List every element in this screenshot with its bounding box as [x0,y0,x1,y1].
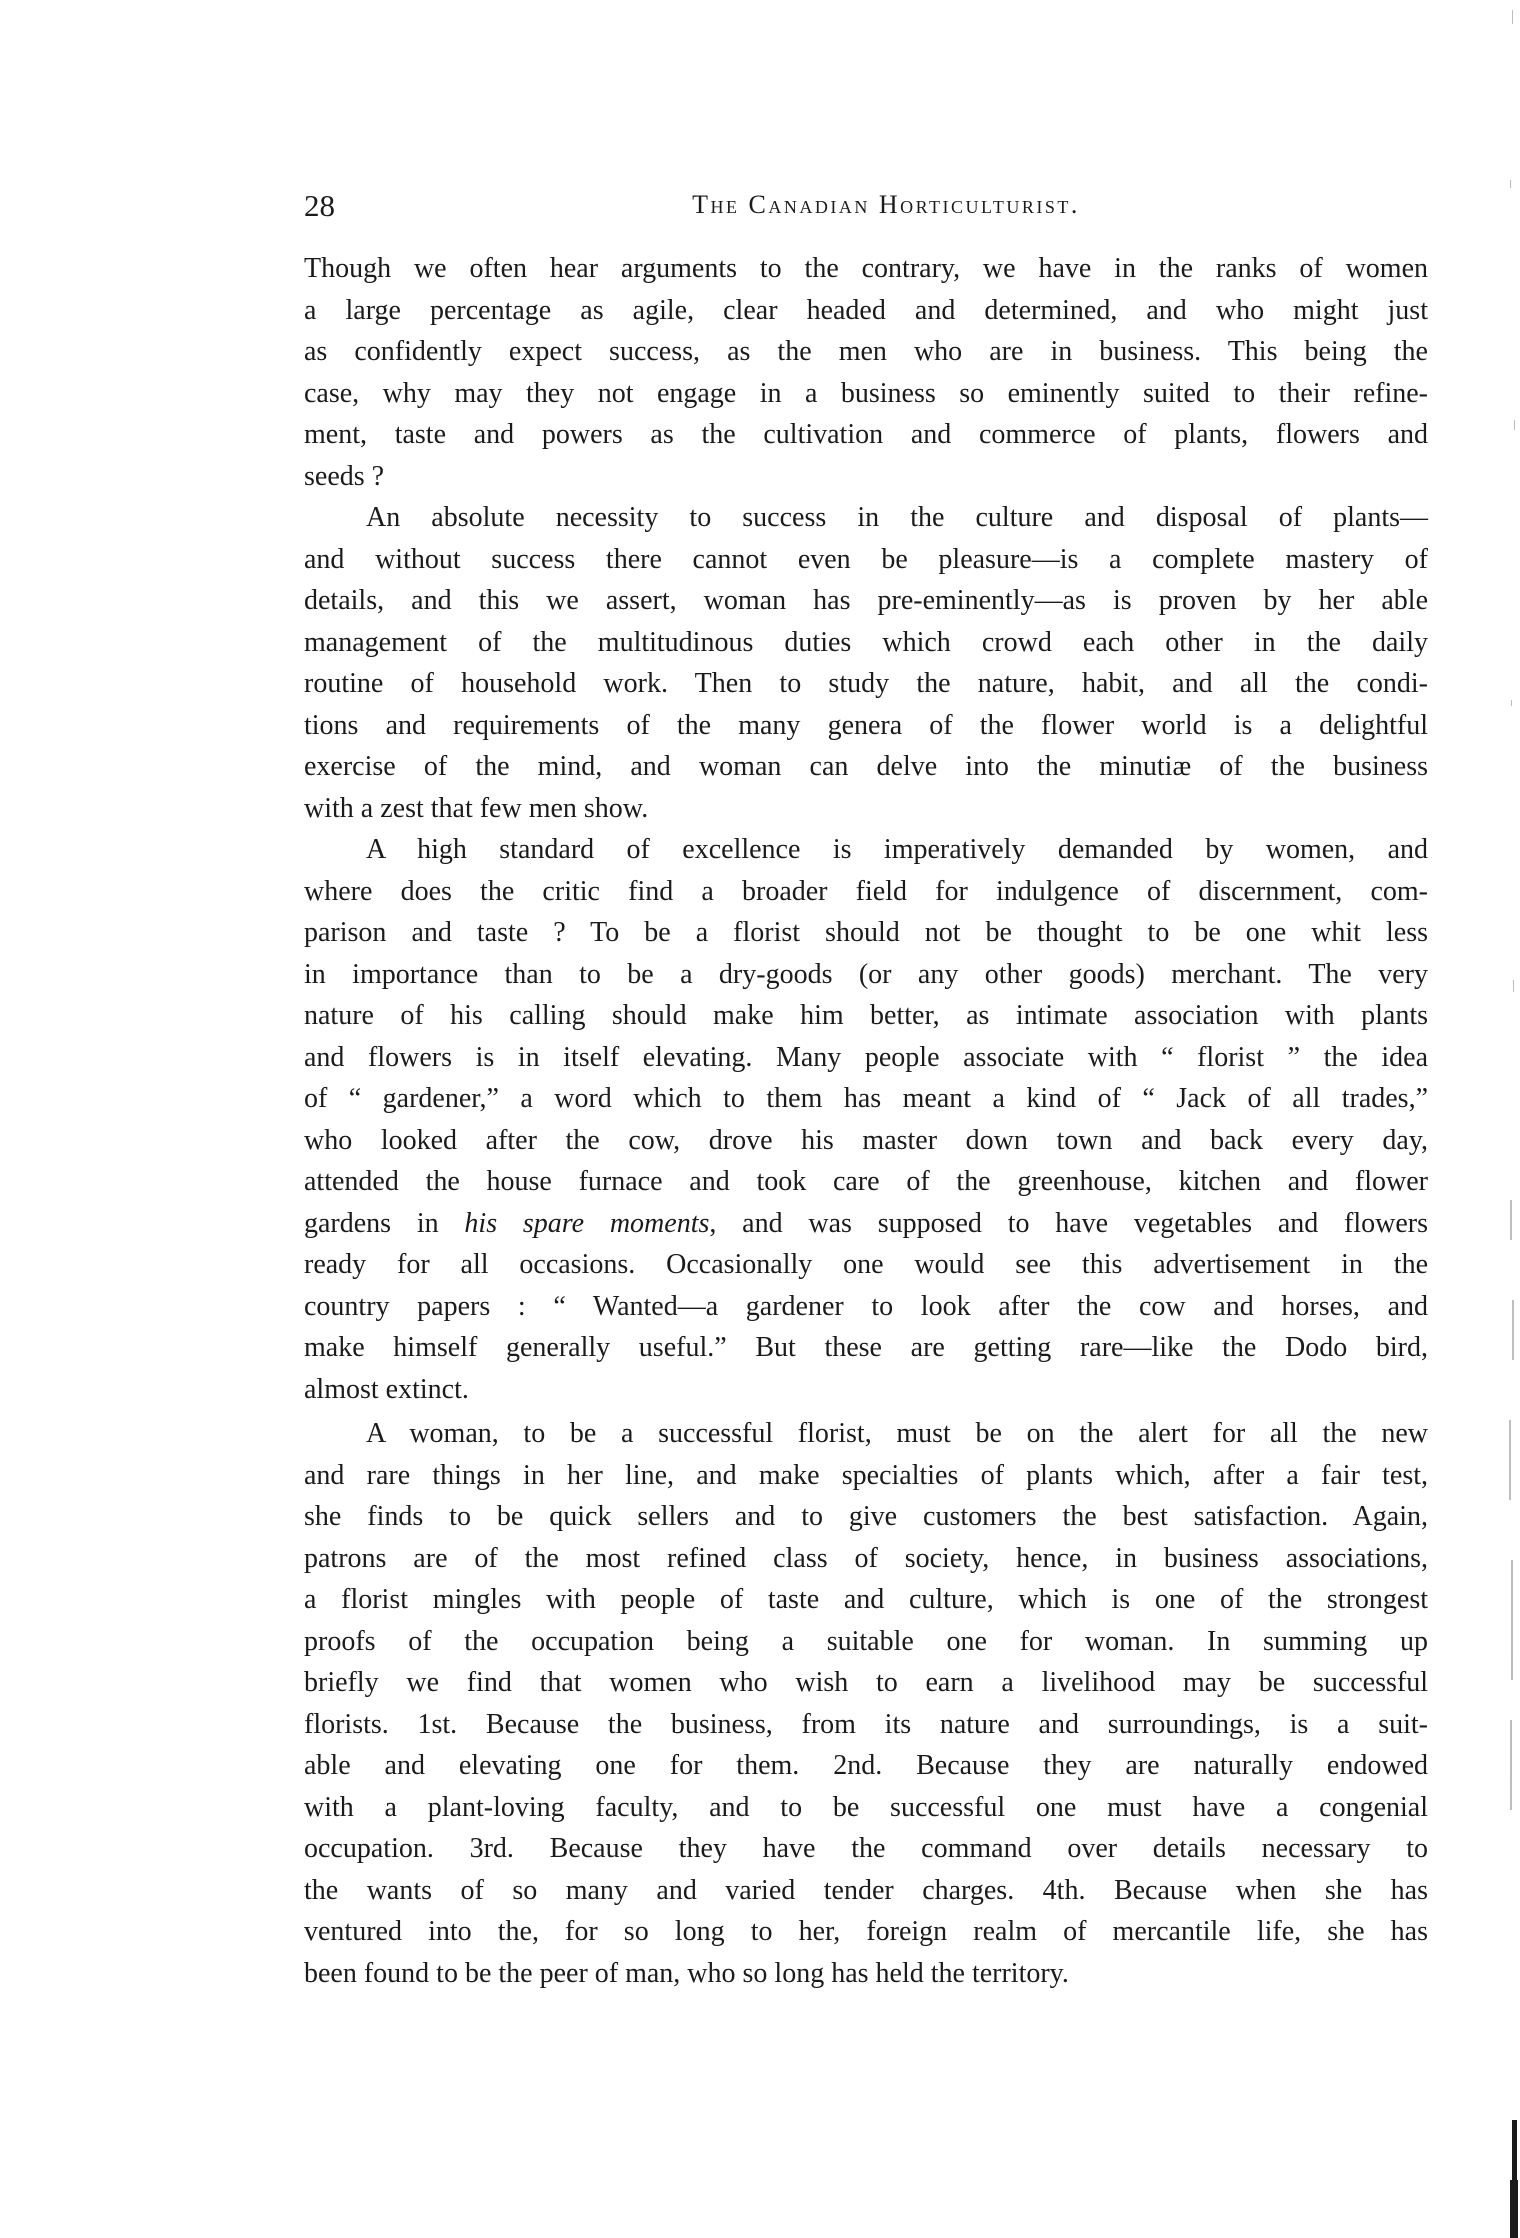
text-line: exercise of the mind, and woman can delve into the minutiæ of the business [304,751,1428,782]
text-line: with a zest that few men show. [304,792,649,824]
text-line: where does the critic find a broader field for indulgence of discernment, com- [304,875,1428,907]
text-line-with-italic [304,1203,1428,1245]
text-line: routine of household work. Then to study the nature, habit, and all the condi- [304,668,1428,699]
text-line: as confidently expect success, as the men who are in business. This being the [304,336,1428,367]
text-line: a florist mingles with people of taste and culture, which is one of the strongest [304,1584,1428,1615]
text-fragment: gardens in [304,1207,465,1239]
text-line: of “ gardener,” a word which to them has meant a kind of “ Jack of all trades,” [304,1083,1428,1114]
text-line: she finds to be quick sellers and to give customers the best satisfaction. Again, [304,1501,1428,1532]
text-line: A woman, to be a successful florist, must be on the alert for all the new [366,1418,1428,1449]
text-line: country papers : “ Wanted—a gardener to look after the cow and horses, and [304,1290,1428,1322]
text-line: and flowers is in itself elevating. Many people associate with “ florist ” the idea [304,1041,1428,1073]
text-fragment: , and was supposed to have vegetables and flowers [709,1207,1429,1239]
text-line: with a plant-loving faculty, and to be successful one must have a congenial [304,1791,1428,1823]
text-line: Though we often hear arguments to the contrary, we have in the ranks of women [304,253,1428,284]
text-line: the wants of so many and varied tender charges. 4th. Because when she has [304,1874,1428,1906]
paragraph-3 [304,829,1428,1410]
text-line: attended the house furnace and took care of the greenhouse, kitchen and flower [304,1166,1428,1197]
paragraph-2 [304,497,1428,829]
text-line: patrons are of the most refined class of society, hence, in business associations, [304,1542,1428,1574]
text-line: An absolute necessity to success in the culture and disposal of plants— [366,502,1428,533]
text-line: proofs of the occupation being a suitable one for woman. In summing up [304,1625,1428,1657]
text-line: briefly we find that women who wish to earn a livelihood may be successful [304,1667,1428,1698]
text-line: a large percentage as agile, clear headed and determined, and who might just [304,294,1428,326]
running-title: The Canadian Horticulturist. [692,190,1080,219]
text-line: ment, taste and powers as the cultivation and commerce of plants, flowers and [304,419,1428,450]
text-line: who looked after the cow, drove his master down town and back every day, [304,1124,1428,1156]
page-number: 28 [304,188,335,223]
italic-phrase: his spare moments [464,1207,710,1239]
page-header [304,188,1428,228]
text-line: case, why may they not engage in a business so eminently suited to their refine- [304,377,1428,409]
text-line: and rare things in her line, and make specialties of plants which, after a fair test, [304,1459,1428,1491]
text-line: able and elevating one for them. 2nd. Because they are naturally endowed [304,1750,1428,1781]
scan-edge-artifact [1500,0,1520,2238]
text-line: ready for all occasions. Occasionally one would see this advertisement in the [304,1249,1428,1280]
article-body [304,248,1428,1994]
text-line: and without success there cannot even be pleasure—is a complete mastery of [304,543,1428,575]
paragraph-4 [304,1413,1428,1994]
text-line: almost extinct. [304,1373,469,1405]
text-line: make himself generally useful.” But these are getting rare—like the Dodo bird, [304,1332,1428,1363]
text-line: management of the multitudinous duties which crowd each other in the daily [304,626,1428,658]
text-line: ventured into the, for so long to her, foreign realm of mercantile life, she has [304,1916,1428,1947]
text-line: florists. 1st. Because the business, from its nature and surroundings, is a suit- [304,1708,1428,1740]
text-line: seeds ? [304,460,385,492]
text-line: in importance than to be a dry-goods (or any other goods) merchant. The very [304,958,1428,990]
text-line: tions and requirements of the many genera of the flower world is a delightful [304,709,1428,741]
text-line: details, and this we assert, woman has pre-eminently—as is proven by her able [304,585,1428,616]
text-line: A high standard of excellence is imperatively demanded by women, and [366,834,1428,865]
text-line: occupation. 3rd. Because they have the command over details necessary to [304,1833,1428,1864]
text-line: nature of his calling should make him better, as intimate association with plants [304,1000,1428,1031]
paragraph-1 [304,248,1428,497]
text-line: parison and taste ? To be a florist should not be thought to be one whit less [304,917,1428,948]
text-line: been found to be the peer of man, who so long has held the territory. [304,1957,1069,1989]
